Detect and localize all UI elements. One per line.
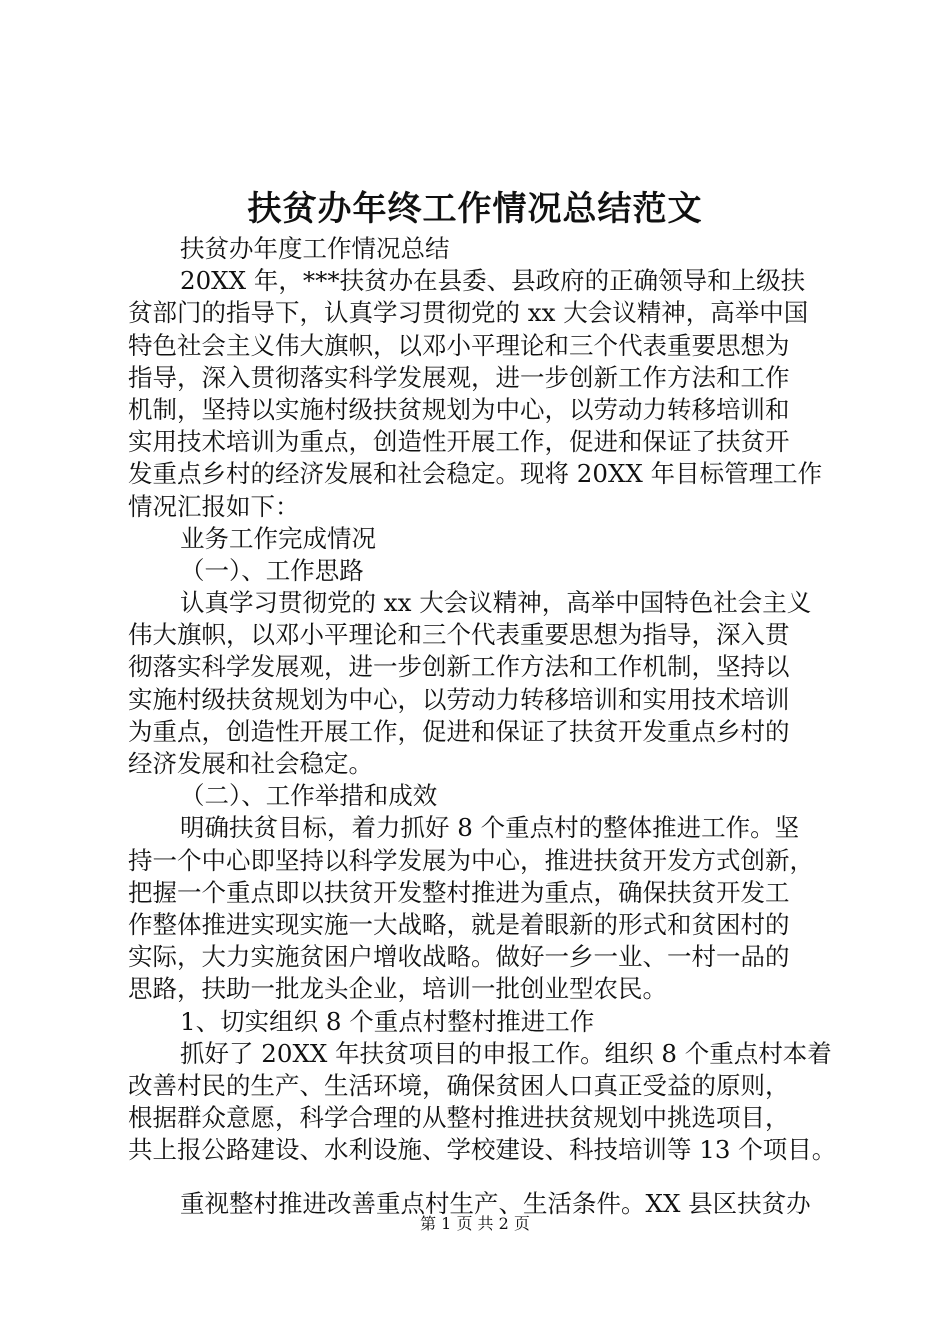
paragraph-line: 情况汇报如下： <box>128 491 300 521</box>
paragraph-line: 把握一个重点即以扶贫开发整村推进为重点，确保扶贫开发工 <box>128 877 790 907</box>
paragraph-line: 明确扶贫目标，着力抓好 8 个重点村的整体推进工作。坚 <box>180 813 800 843</box>
paragraph-line: 作整体推进实现实施一大战略，就是着眼新的形式和贫困村的 <box>128 909 790 939</box>
paragraph-line: 共上报公路建设、水利设施、学校建设、科技培训等 13 个项目。 <box>128 1135 837 1165</box>
paragraph-line: 实际，大力实施贫困户增收战略。做好一乡一业、一村一品的 <box>128 942 790 972</box>
paragraph-line: 彻落实科学发展观，进一步创新工作方法和工作机制，坚持以 <box>128 652 790 682</box>
paragraph-line: 经济发展和社会稳定。 <box>128 749 373 778</box>
paragraph-line: 贫部门的指导下，认真学习贯彻党的 xx 大会议精神，高举中国 <box>128 298 809 328</box>
paragraph-line: 伟大旗帜，以邓小平理论和三个代表重要思想为指导，深入贯 <box>128 620 790 650</box>
paragraph-line: 实用技术培训为重点，创造性开展工作，促进和保证了扶贫开 <box>128 427 790 457</box>
section-heading: 1、切实组织 8 个重点村整村推进工作 <box>180 1006 595 1036</box>
page-footer: 第 1 页 共 2 页 <box>420 1214 530 1233</box>
paragraph-line: 扶贫办年度工作情况总结 <box>180 234 450 263</box>
document-body <box>128 233 837 1221</box>
section-heading: （二）、工作举措和成效 <box>180 781 438 811</box>
paragraph-line: 思路，扶助一批龙头企业，培训一批创业型农民。 <box>128 974 667 1004</box>
paragraph-line: 特色社会主义伟大旗帜，以邓小平理论和三个代表重要思想为 <box>128 330 790 360</box>
paragraph-line: 指导，深入贯彻落实科学发展观，进一步创新工作方法和工作 <box>128 362 790 392</box>
section-heading: （一）、工作思路 <box>180 555 364 585</box>
paragraph-line: 机制，坚持以实施村级扶贫规划为中心，以劳动力转移培训和 <box>128 394 790 424</box>
paragraph-line: 为重点，创造性开展工作，促进和保证了扶贫开发重点乡村的 <box>128 716 790 746</box>
paragraph-line: 改善村民的生产、生活环境，确保贫困人口真正受益的原则， <box>128 1070 790 1100</box>
paragraph-line: 实施村级扶贫规划为中心，以劳动力转移培训和实用技术培训 <box>128 684 790 714</box>
paragraph-line: 发重点乡村的经济发展和社会稳定。现将 20XX 年目标管理工作 <box>128 459 823 489</box>
paragraph-line: 抓好了 20XX 年扶贫项目的申报工作。组织 8 个重点村本着 <box>180 1038 832 1068</box>
section-heading: 业务工作完成情况 <box>180 523 376 553</box>
paragraph-line: 重视整村推进改善重点村生产、生活条件。XX 县区扶贫办 <box>180 1189 811 1219</box>
paragraph-line: 根据群众意愿，科学合理的从整村推进扶贫规划中挑选项目， <box>128 1103 790 1133</box>
paragraph-line: 认真学习贯彻党的 xx 大会议精神，高举中国特色社会主义 <box>180 588 812 618</box>
paragraph-line: 20XX 年，***扶贫办在县委、县政府的正确领导和上级扶 <box>180 266 806 296</box>
document-title: 扶贫办年终工作情况总结范文 <box>247 189 703 229</box>
paragraph-line: 持一个中心即坚持以科学发展为中心，推进扶贫开发方式创新， <box>128 845 814 875</box>
